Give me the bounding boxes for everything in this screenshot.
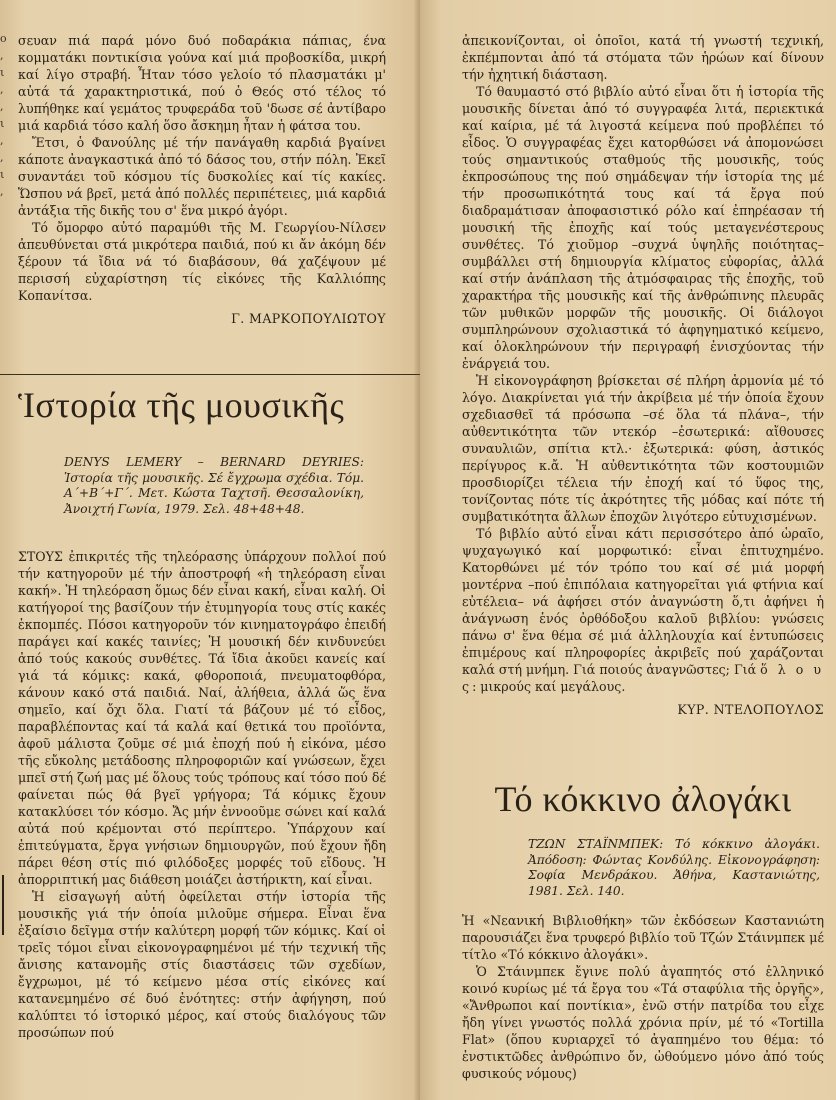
margin-bar — [2, 875, 4, 935]
right-column-body — [462, 912, 824, 1082]
paragraph: ἀπεικονίζονται, οἱ ὁποῖοι, κατά τή γνωστή τεχνική, ἐκπέμπονται ἀπό τά στόματα τῶν ἡρώων καί δίνουν τήν ἠχητική διάσταση. — [462, 33, 824, 82]
paragraph: ΣΤΟΥΣ ἐπικριτές τῆς τηλεόρασης ὑπάρχουν πολλοί πού τήν κατηγοροῦν μέ τήν ἀποστροφή «ἡ τηλεόραση εἶναι κακή». Ἡ τηλεόραση ὅμως δέν εἶναι κακή, εἶναι καλή. Οἱ κατήγοροί της βασίζουν τήν ἐτυμηγορία τους στίς κακές ἐκπομπές. Πόσοι κατηγοροῦν τόν κινηματογράφο ἐπειδή παράγει καί κακές ταινίες; Ἡ μουσική δέν κινδυνεύει ἀπό τούς κακούς συνθέτες. Τά ἴδια ἀκοῦει κανείς καί γιά τά κόμικς: κακά, φθοροποιά, πνευματοφθόρα, κάνουν κακό στά παιδιά. Ναί, ἀλήθεια, ἀλλά ὥς ἕνα σημεῖο, καί ὄχι ὅλα. Γιατί τά βάζουν μέ τό εἶδος, παραβλέποντας καί τά καλά καί θετικά του προϊόντα, ἀφοῦ μάλιστα ζοῦμε σέ μιά ἐποχή πού ἡ εἰκόνα, μέσο τῆς εὔκολης μετάδοσης πληροφοριῶν καί γνώσεων, ἔχει μπεῖ στή ζωή μας μέ ὅλους τούς τρόπους καί τόσο πού δέ φαίνεται πώς θά βγεῖ γρήγορα; Τά κόμικς ἔχουν κατακλύσει τόν κόσμο. Ἄς μήν ἐννοοῦμε σώνει καί καλά αὐτά πού κρέμονται στό περίπτερο. Ὑπάρχουν καί ἐπιτεύγματα, ἔργα γνήσιων δημιουργῶν, πού ἔχουν ἤδη πάρει θέση στίς πιό φιλόδοξες μορφές τοῦ εἴδους. Ἡ ἀπορριπτική μας διάθεση μοιάζει ἀστήρικτη, καί εἶναι. — [18, 549, 386, 887]
bibliographic-entry: DENYS LEMERY – BERNARD DEYRIES: Ἱστορία τῆς μουσικῆς. Σέ ἔγχρωμα σχέδια. Τόμ. Α΄+Β΄+Γ΄. Μετ. Κώστα Ταχτσῆ. Θεσσαλονίκη, Ἀνοιχτή Γωνία, 1979. Σελ. 48+48+48. — [64, 455, 364, 516]
margin-fragments: ο , ι , , ι , , ι , — [0, 32, 7, 198]
paragraph — [462, 525, 824, 695]
paragraph: Ἡ εἰκονογράφηση βρίσκεται σέ πλήρη ἁρμονία μέ τό λόγο. Διακρίνεται γιά τήν ἀκρίβεια μέ τήν ὁποία ἔχουν σχεδιασθεῖ τά πρόσωπα –σέ ὅλα τά πλάνα–, τήν αὐθεντικότητα τῶν ντεκόρ –ἐσωτερικά: αἴθουσες συναυλιῶν, σπίτια κτλ.· ἐξωτερικά: φύση, ἀστικός περίγυρος κ.ἄ. Ἡ αὐθεντικότητα τῶν κοστουμιῶν προσδιορίζει τέλεια τήν ἐποχή καί τό ὕφος της, τονίζοντας πότε τίς ἀκρότητες τῆς μόδας καί πότε τή συμβατικότητα ἄλλων ἐποχῶν λιγότερο εὐτυχισμένων. — [462, 373, 824, 524]
article2-header — [462, 778, 824, 820]
paragraph: Ὁ Στάινμπεκ ἔγινε πολύ ἀγαπητός στό ἑλληνικό κοινό κυρίως μέ τά ἔργα του «Τά σταφύλια τῆς ὀργῆς», «Ἄνθρωποι καί ποντίκια», ἐνῶ στήν πατρίδα του εἶχε ἤδη γίνει γνωστός πολλά χρόνια πρίν, μέ τό «Tortilla Flat» (ὅπου κυριαρχεῖ τό ἀγαπημένο του θέμα: τό ἐνστικτῶδες ἀνθρώπινο ὄν, ὠθούμενο μόνο ἀπό τούς φυσικούς νόμους) — [462, 964, 824, 1081]
book-reference — [528, 837, 820, 899]
author-signature: Γ. ΜΑΡΚΟΠΟΥΛΙΩΤΟΥ — [231, 311, 386, 326]
paragraph: σευαν πιά παρά μόνο δυό ποδαράκια πάπιας, ένα κομματάκι ποντικίσια γούνα καί μιά προβοσκίδα, μικρή καί λίγο στραβή. Ἦταν τόσο γελοίο τό πλασματάκι μ' αὐτά τά χαρακτηριστικά, πού ὁ Θεός στό τέλος τό λυπήθηκε καί γεμάτος τρυφεράδα τοῦ 'δωσε σέ ἀντίβαρο μιά καρδιά τόσο καλή ὅσο ἄσκημη ἦταν ἡ φάτσα του. — [18, 33, 386, 133]
paragraph: Ἡ εἰσαγωγή αὐτή ὀφείλεται στήν ἱστορία τῆς μουσικῆς γιά τήν ὁποία μιλοῦμε σήμερα. Εἶναι ἕνα ἐξαίσιο δεῖγμα στήν καλύτερη μορφή τῶν κόμικς. Καί οἱ τρεῖς τόμοι εἶναι εἰκονογραφημένοι μέ τήν τεχνική τῆς ἄνισης κατανομῆς στίς διαστάσεις τῶν σχεδίων, ἔγχρωμοι, μέ τό κείμενο μέσα στίς εἰκόνες καί κατανεμημένο σέ δυό ἐνότητες: στήν ἀφήγηση, πού καλύπτει τό ἱστορικό μέρος, καί στούς διαλόγους τῶν προσώπων πού — [18, 889, 386, 1040]
right-column-top — [462, 32, 824, 718]
paragraph: Τό θαυμαστό στό βιβλίο αὐτό εἶναι ὅτι ἡ ἱστορία τῆς μουσικῆς δίνεται ἀπό τό συγγραφέα λιτά, περιεκτικά καί καίρια, μέ τά λιγοστά κείμενα πού προβλέπει τό εἶδος. Ὁ συγγραφέας ἔχει κατορθώσει νά ἀπομονώσει τούς σημαντικούς σταθμούς τῆς μουσικῆς, τούς ἐκπροσώπους της πού σημάδεψαν τήν ἱστορία της μέ τήν προσωπικότητά τους καί τά ἔργα πού διαδραμάτισαν ἀποφασιστικό ρόλο καί ἐπηρέασαν τή μουσική τῆς ἐποχῆς καί τούς μεταγενέστερους συνθέτες. Τό χιοῦμορ –συχνά ὑψηλῆς ποιότητας– συμβάλλει στή δημιουργία κλίματος εὐφορίας, ἀλλά καί στήν ἀνάπλαση τῆς ἀτμόσφαιρας τῆς ἐποχῆς, τοῦ χαρακτήρα τῆς μουσικῆς καί τῆς ἀνθρώπινης πλευρᾶς τῶν μυθικῶν μορφῶν τῆς μουσικῆς. Οἱ διάλογοι συμπληρώνουν σχολιαστικά τό ἀφηγηματικό κείμενο, καί ὁλοκληρώνουν τήν περιγραφή ἐνισχύοντας τήν ἐνάργειά του. — [462, 84, 824, 371]
section-divider — [0, 374, 420, 375]
book-reference — [64, 455, 364, 517]
article-header — [18, 384, 386, 426]
paragraph: Ἔτσι, ὁ Φανούλης μέ τήν πανάγαθη καρδιά βγαίνει κάποτε ἀναγκαστικά ἀπό τό δάσος του, στήν πόλη. Ἐκεῖ συναντάει τοῦ κόσμου τίς δυσκολίες καί τίς κακίες. Ὥσπου νά βρεῖ, μετά ἀπό πολλές περιπέτειες, μιά καρδιά ἀντάξια τῆς δικῆς του σ' ἕνα μικρό ἀγόρι. — [18, 135, 386, 218]
author-signature: ΚΥΡ. ΝΤΕΛΟΠΟΥΛΟΣ — [677, 702, 824, 717]
right-page — [420, 0, 836, 1100]
paragraph: Τό ὄμορφο αὐτό παραμύθι τῆς Μ. Γεωργίου-Νίλσεν ἀπευθύνεται στά μικρότερα παιδιά, πού κι ἄν ἀκόμη δέν ξέρουν τά ἴδια νά τό διαβάσουν, θά χαζέψουν μέ περισσή εὐχαρίστηση τίς εἰκόνες τῆς Καλλιόπης Κοπανίτσα. — [18, 220, 386, 303]
article-title: Ἱστορία τῆς μουσικῆς — [18, 385, 345, 425]
emphasized-word: ὅ λ ο υ ς — [462, 662, 824, 694]
article-title: Τό κόκκινο ἀλογάκι — [494, 779, 792, 819]
paragraph-text: Τό βιβλίο αὐτό εἶναι κάτι περισσότερο ἀπό ὡραῖο, ψυχαγωγικό καί μορφωτικό: εἶναι ἐπιτυχημένο. Κατορθώνει μέ τόν τρόπο του καί σέ μιά μορφή μοντέρνα –πού ἐπιπόλαια κατηγορεῖται γιά φτήνια καί εὐτέλεια– νά ἀφήσει στόν ἀναγνώστη ὅ,τι ἀφήνει ἡ ἀνάγνωση ἑνός ὀρθόδοξου καλοῦ βιβλίου: γνώσεις πάνω σ' ἕνα θέμα σέ μιά ἀλληλουχία καί ἐντυπώσεις ἐπιμέρους καί πληροφορίες ἀκριβεῖς πού χαράζονται καλά στή μνήμη. Γιά ποιούς ἀναγνῶστες; Γιά — [462, 526, 824, 677]
paragraph-text: : μικρούς καί μεγάλους. — [472, 679, 626, 694]
paragraph: Ἡ «Νεανική Βιβλιοθήκη» τῶν ἐκδόσεων Καστανιώτη παρουσιάζει ἕνα τρυφερό βιβλίο τοῦ Τζών Στάινμπεκ μέ τίτλο «Τό κόκκινο ἀλογάκι». — [462, 913, 824, 962]
left-column-top — [18, 32, 386, 327]
left-column-body — [18, 548, 386, 1041]
bibliographic-entry: ΤΖΩΝ ΣΤΑΪΝΜΠΕΚ: Τό κόκκινο ἀλογάκι. Ἀπόδοση: Φώντας Κονδύλης. Εἰκονογράφηση: Σοφία Μενδράκου. Ἀθήνα, Καστανιώτης, 1981. Σελ. 140. — [528, 837, 820, 898]
